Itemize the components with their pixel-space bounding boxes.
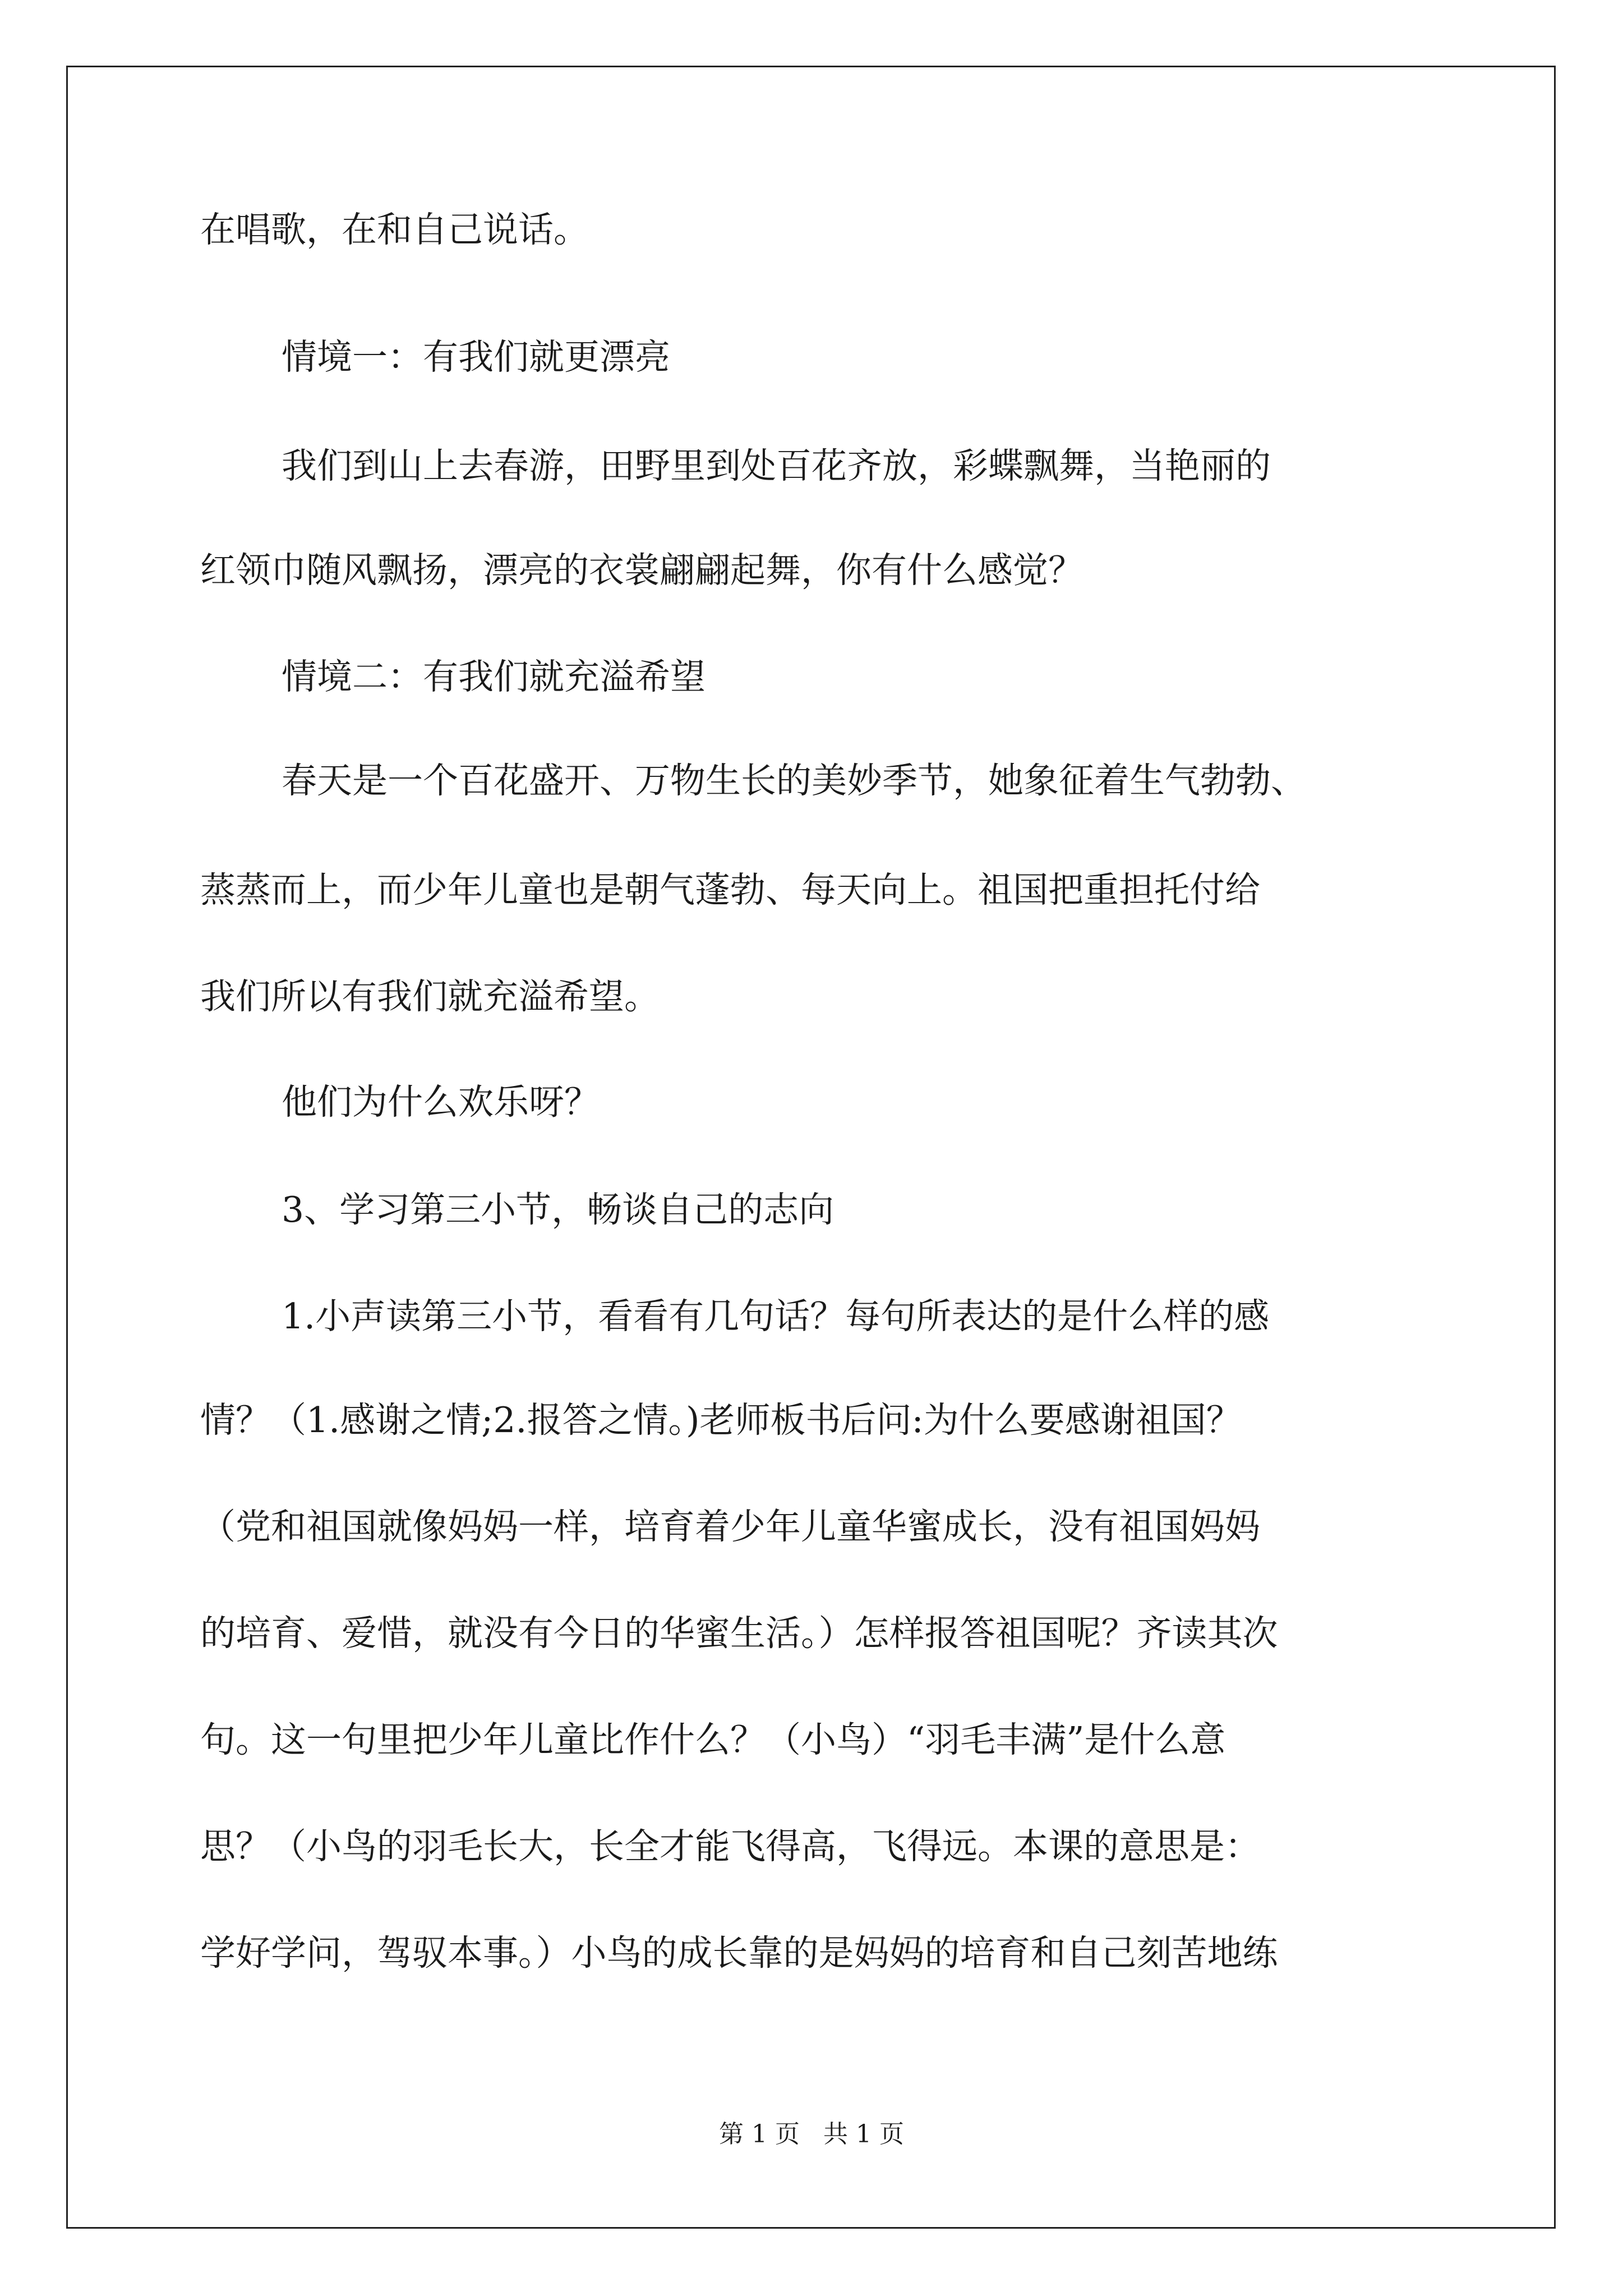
text-line: 的培育、爱惜，就没有今日的华蜜生活。）怎样报答祖国呢？齐读其次 <box>200 1613 1278 1654</box>
page-footer: 第 1 页 共 1 页 <box>719 2120 904 2148</box>
text-line: 思？（小鸟的羽毛长大，长全才能飞得高，飞得远。本课的意思是： <box>200 1826 1260 1867</box>
text-line: 我们到山上去春游，田野里到处百花齐放，彩蝶飘舞，当艳丽的 <box>282 445 1271 486</box>
text-line: 句。这一句里把少年儿童比作什么？（小鸟）“羽毛丰满”是什么意 <box>200 1719 1226 1760</box>
text-line: 蒸蒸而上，而少年儿童也是朝气蓬勃、每天向上。祖国把重担托付给 <box>200 869 1260 910</box>
text-line: 情境二：有我们就充溢希望 <box>282 656 706 697</box>
text-line: 我们所以有我们就充溢希望。 <box>200 976 660 1017</box>
text-line: 3、学习第三小节，畅谈自己的志向 <box>282 1189 834 1230</box>
text-line: 在唱歌，在和自己说话。 <box>200 209 589 250</box>
text-line: 情？（1.感谢之情;2.报答之情。)老师板书后问:为什么要感谢祖国？ <box>200 1400 1242 1441</box>
page-border <box>66 66 1556 2229</box>
text-line: 红领巾随风飘扬，漂亮的衣裳翩翩起舞，你有什么感觉？ <box>200 550 1083 591</box>
text-line: 1.小声读第三小节，看看有几句话？每句所表达的是什么样的感 <box>282 1296 1270 1337</box>
text-line: 春天是一个百花盛开、万物生长的美妙季节，她象征着生气勃勃、 <box>282 760 1306 801</box>
text-line: 学好学问，驾驭本事。）小鸟的成长靠的是妈妈的培育和自己刻苦地练 <box>200 1932 1278 1973</box>
text-line: 情境一：有我们就更漂亮 <box>282 337 670 378</box>
text-line: 他们为什么欢乐呀？ <box>282 1082 600 1122</box>
text-line: （党和祖国就像妈妈一样，培育着少年儿童华蜜成长，没有祖国妈妈 <box>200 1506 1260 1547</box>
